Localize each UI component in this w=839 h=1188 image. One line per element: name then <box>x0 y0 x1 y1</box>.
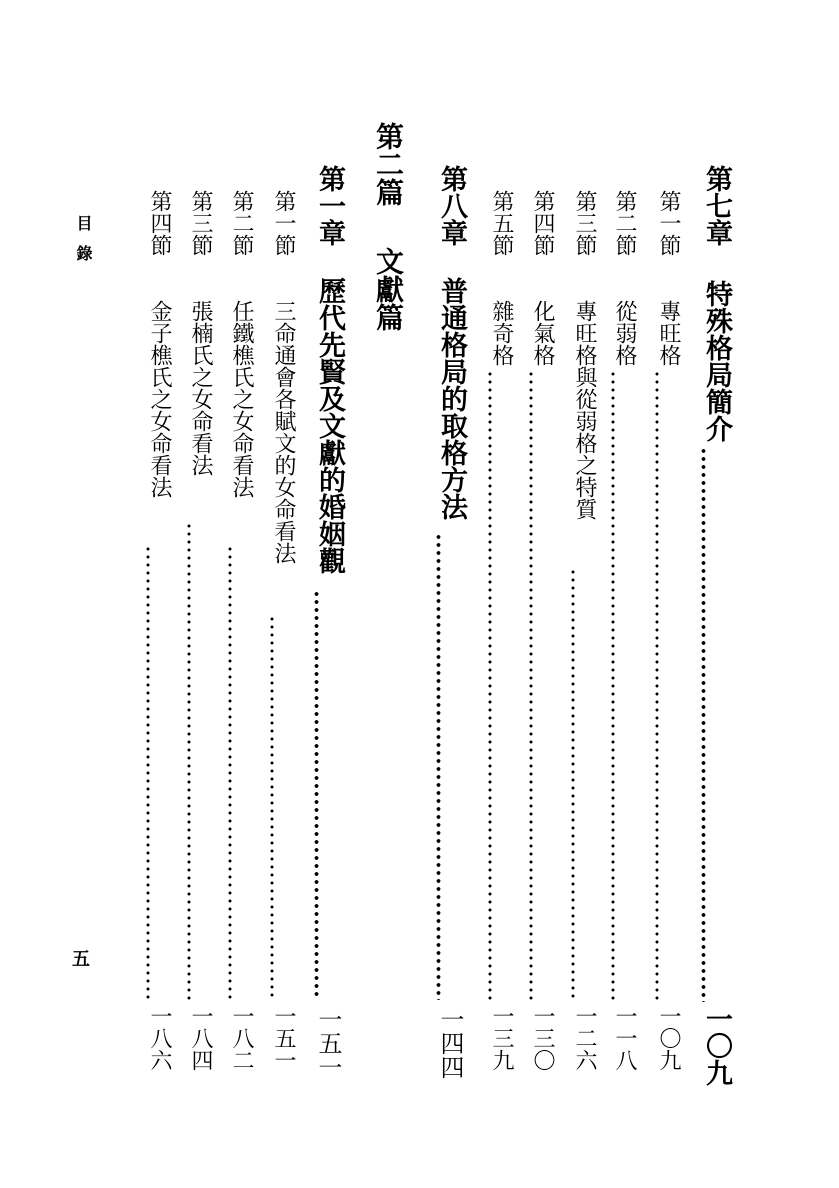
entry-page: 一三九 <box>489 1005 514 1071</box>
entry-page: 一八六 <box>147 1005 172 1071</box>
entry-title: 雜奇格 <box>489 300 514 366</box>
entry-title: 三命通會各賦文的女命看法 <box>271 300 296 564</box>
entry-label: 第三節 <box>188 190 213 256</box>
entry-title: 任鐵樵氏之女命看法 <box>229 300 254 498</box>
running-head: 目錄 <box>74 215 93 275</box>
dot-leader <box>655 370 659 1000</box>
dot-leader <box>146 545 150 1000</box>
entry-label: 第八章 <box>436 165 467 246</box>
entry-label: 第五節 <box>489 190 514 256</box>
entry-page: 一八二 <box>229 1005 254 1071</box>
entry-title: 化氣格 <box>530 300 555 366</box>
entry-label: 第七章 <box>701 165 732 246</box>
entry-title: 普通格局的取格方法 <box>436 277 467 520</box>
dot-leader <box>701 447 706 1002</box>
dot-leader <box>187 522 191 1000</box>
entry-label: 第四節 <box>147 190 172 256</box>
entry-label: 第一節 <box>271 190 296 256</box>
entry-page: 一一八 <box>612 1005 637 1071</box>
entry-title: 特殊格局簡介 <box>701 280 732 442</box>
entry-title: 專旺格與從弱格之特質 <box>572 300 597 520</box>
entry-page: 一〇九 <box>656 1005 681 1071</box>
dot-leader <box>529 370 533 1000</box>
dot-leader <box>314 590 319 1000</box>
entry-label: 第三節 <box>572 190 597 256</box>
entry-page: 一二六 <box>572 1005 597 1071</box>
entry-label: 第二節 <box>229 190 254 256</box>
entry-title: 金子樵氏之女命看法 <box>147 300 172 498</box>
entry-page: 一五一 <box>271 1005 296 1071</box>
page-number: 五 <box>72 949 90 970</box>
entry-label: 第一節 <box>656 190 681 256</box>
entry-label: 第二節 <box>612 190 637 256</box>
dot-leader <box>488 370 492 1000</box>
dot-leader <box>436 533 441 1000</box>
entry-title: 專旺格 <box>656 300 681 366</box>
dot-leader <box>611 370 615 1000</box>
dot-leader <box>571 568 575 1000</box>
entry-label: 第四節 <box>530 190 555 256</box>
entry-title: 從弱格 <box>612 300 637 366</box>
entry-page: 一四四 <box>436 1007 464 1079</box>
dot-leader <box>228 545 232 1000</box>
entry-label: 第二篇 <box>372 122 405 206</box>
dot-leader <box>270 615 274 1000</box>
entry-label: 第一章 <box>314 165 345 246</box>
entry-title: 文獻篇 <box>372 247 405 331</box>
entry-title: 張楠氏之女命看法 <box>188 300 213 476</box>
entry-title: 歷代先賢及文獻的婚姻觀 <box>314 277 345 574</box>
entry-page: 一五一 <box>314 1007 342 1079</box>
entry-page: 一三〇 <box>530 1005 555 1071</box>
entry-page: 一〇九 <box>701 1005 732 1086</box>
entry-page: 一八四 <box>188 1005 213 1071</box>
